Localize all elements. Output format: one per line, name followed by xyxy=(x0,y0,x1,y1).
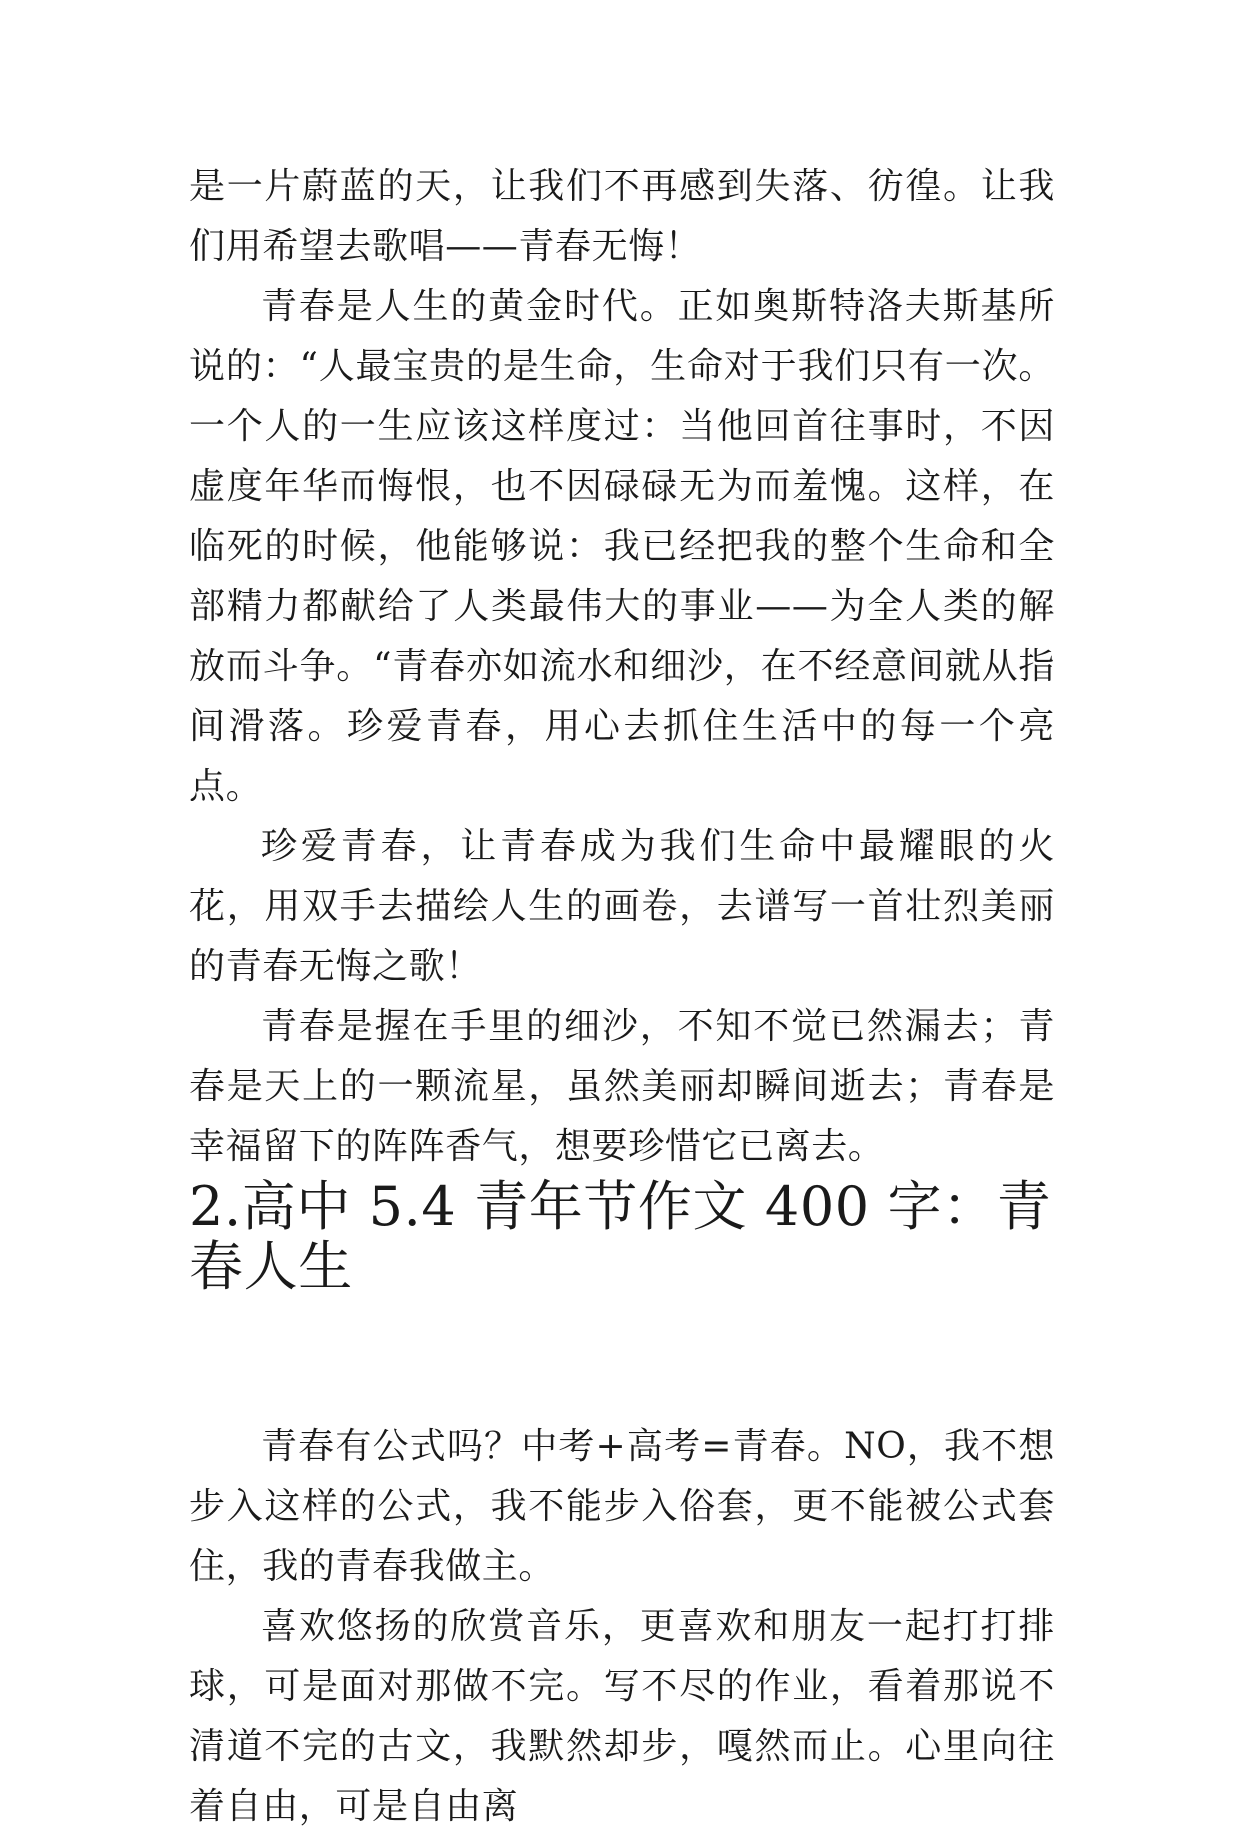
paragraph-2: 青春是人生的黄金时代。正如奥斯特洛夫斯基所说的：“人最宝贵的是生命，生命对于我们只有一次。一个人的一生应该这样度过：当他回首往事时，不因虚度年华而悔恨，也不因碌碌无为而羞愧。这样，在临死的时候，他能够说：我已经把我的整个生命和全部精力都献给了人类最伟大的事业——为全人类的解放而斗争。“青春亦如流水和细沙，在不经意间就从指间滑落。珍爱青春，用心去抓住生活中的每一个亮点。 xyxy=(189,286,1055,807)
paragraph-6: 喜欢悠扬的欣赏音乐，更喜欢和朋友一起打打排球，可是面对那做不完。写不尽的作业，看着那说不清道不完的古文，我默然却步，嘎然而止。心里向往着自由，可是自由离 xyxy=(189,1606,1055,1827)
document-body xyxy=(189,157,1055,1837)
paragraph-3: 珍爱青春，让青春成为我们生命中最耀眼的火花，用双手去描绘人生的画卷，去谱写一首壮烈美丽的青春无悔之歌！ xyxy=(189,826,1055,987)
paragraph-5: 青春有公式吗？中考+高考=青春。NO，我不想步入这样的公式，我不能步入俗套，更不能被公式套住，我的青春我做主。 xyxy=(189,1426,1055,1587)
section-spacer xyxy=(189,1297,1055,1417)
section-heading: 2.高中 5.4 青年节作文 400 字：青春人生 xyxy=(189,1175,1052,1298)
paragraph-4: 青春是握在手里的细沙，不知不觉已然漏去；青春是天上的一颗流星，虽然美丽却瞬间逝去；青春是幸福留下的阵阵香气，想要珍惜它已离去。 xyxy=(189,1006,1055,1167)
paragraph-1: 是一片蔚蓝的天，让我们不再感到失落、彷徨。让我们用希望去歌唱——青春无悔！ xyxy=(189,166,1055,267)
